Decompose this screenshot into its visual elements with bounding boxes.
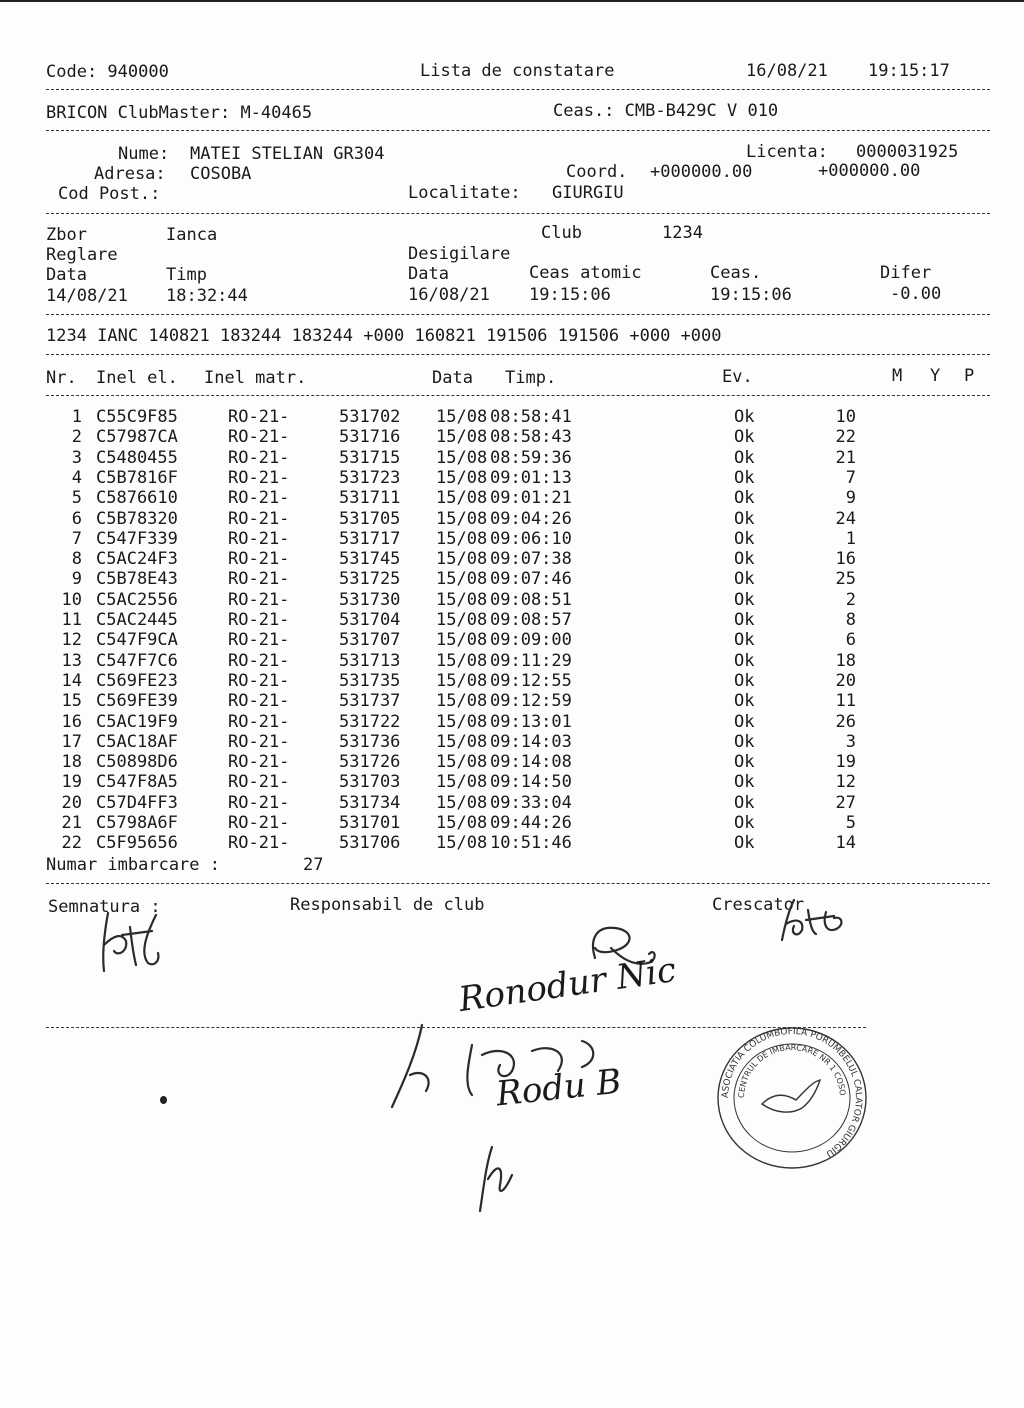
divider [46,314,990,315]
row-time: 09:08:51 [490,590,572,610]
divider [46,354,990,355]
row-position: 24 [835,509,856,529]
row-inel-matr: 531706 [339,833,401,853]
row-position: 21 [835,448,856,468]
data2-label: Data [408,264,449,284]
row-inel-el: C5B78E43 [96,569,178,589]
divider [46,89,990,90]
row-inel-matr: 531716 [339,427,401,447]
signature-owner [96,905,176,975]
row-ev: Ok [734,691,755,711]
row-inel-el: C569FE39 [96,691,178,711]
row-position: 7 [845,468,856,488]
row-time: 09:14:03 [490,732,572,752]
row-time: 09:08:57 [490,610,572,630]
row-date: 15/08 [436,630,488,650]
row-time: 10:51:46 [490,833,572,853]
row-nr: 8 [71,549,82,569]
row-position: 16 [835,549,856,569]
row-inel-el: C547F9CA [96,630,178,650]
row-prefix: RO-21- [228,630,290,650]
row-ev: Ok [734,569,755,589]
row-prefix: RO-21- [228,752,290,772]
row-inel-el: C569FE23 [96,671,178,691]
col-header-p: P [964,366,975,386]
row-inel-el: C547F8A5 [96,772,178,792]
row-inel-el: C5798A6F [96,813,178,833]
col-header-y: Y [930,366,941,386]
signature-crescator [772,890,862,950]
row-inel-matr: 531730 [339,590,401,610]
row-prefix: RO-21- [228,813,290,833]
row-date: 15/08 [436,427,488,447]
row-inel-matr: 531725 [339,569,401,589]
row-prefix: RO-21- [228,488,290,508]
row-inel-matr: 531701 [339,813,401,833]
row-prefix: RO-21- [228,732,290,752]
signature-initials [470,1135,530,1215]
row-ev: Ok [734,488,755,508]
desigilare-date: 16/08/21 [408,285,490,305]
locality-label: Localitate: [408,183,521,203]
row-position: 26 [835,712,856,732]
reglare-time: 18:32:44 [166,286,248,306]
row-inel-el: C5F95656 [96,833,178,853]
row-inel-el: C5AC19F9 [96,712,178,732]
row-nr: 18 [61,752,82,772]
row-ev: Ok [734,448,755,468]
row-inel-el: C547F7C6 [96,651,178,671]
row-prefix: RO-21- [228,610,290,630]
col-header-inel-el: Inel el. [96,368,178,388]
row-nr: 20 [61,793,82,813]
row-position: 3 [845,732,856,752]
crescator-label: Crescator [712,895,805,915]
row-date: 15/08 [436,732,488,752]
row-time: 09:06:10 [490,529,572,549]
club-value: 1234 [662,223,703,243]
divider [46,395,990,396]
col-header-inel-matr: Inel matr. [204,368,307,388]
row-inel-el: C5AC18AF [96,732,178,752]
row-prefix: RO-21- [228,448,290,468]
row-prefix: RO-21- [228,427,290,447]
row-time: 09:01:21 [490,488,572,508]
row-inel-matr: 531722 [339,712,401,732]
row-nr: 2 [71,427,82,447]
row-date: 15/08 [436,407,488,427]
row-ev: Ok [734,732,755,752]
licence-number: 0000031925 [856,142,959,162]
responsabil-label: Responsabil de club [290,895,485,915]
ceas-label: Ceas. [710,263,762,283]
row-position: 10 [835,407,856,427]
row-date: 15/08 [436,752,488,772]
row-position: 22 [835,427,856,447]
row-prefix: RO-21- [228,793,290,813]
desigilare-clock-time: 19:15:06 [710,285,792,305]
row-time: 09:01:13 [490,468,572,488]
row-position: 8 [845,610,856,630]
divider [46,213,990,214]
difer-label: Difer [880,263,932,283]
row-position: 2 [845,590,856,610]
row-date: 15/08 [436,488,488,508]
row-time: 08:58:41 [490,407,572,427]
row-inel-el: C5B7816F [96,468,178,488]
row-nr: 22 [61,833,82,853]
desigilare-label: Desigilare [408,244,511,264]
row-inel-matr: 531735 [339,671,401,691]
row-nr: 17 [61,732,82,752]
flight-code-line: 1234 IANC 140821 183244 183244 +000 160821 191506 191506 +000 +000 [46,326,722,346]
row-inel-matr: 531703 [339,772,401,792]
row-date: 15/08 [436,610,488,630]
row-ev: Ok [734,772,755,792]
row-date: 15/08 [436,833,488,853]
row-nr: 3 [71,448,82,468]
row-prefix: RO-21- [228,651,290,671]
row-date: 15/08 [436,569,488,589]
row-time: 09:12:59 [490,691,572,711]
reglare-date: 14/08/21 [46,286,128,306]
row-ev: Ok [734,671,755,691]
row-position: 25 [835,569,856,589]
row-inel-el: C57987CA [96,427,178,447]
club-label: Club [541,223,582,243]
row-ev: Ok [734,509,755,529]
row-prefix: RO-21- [228,529,290,549]
row-nr: 19 [61,772,82,792]
row-position: 27 [835,793,856,813]
row-prefix: RO-21- [228,772,290,792]
row-inel-matr: 531713 [339,651,401,671]
col-header-data: Data [432,368,473,388]
row-inel-el: C5876610 [96,488,178,508]
row-time: 09:13:01 [490,712,572,732]
row-nr: 16 [61,712,82,732]
row-date: 15/08 [436,691,488,711]
desigilare-atomic-time: 19:15:06 [529,285,611,305]
row-ev: Ok [734,793,755,813]
row-prefix: RO-21- [228,468,290,488]
row-ev: Ok [734,651,755,671]
coord-x: +000000.00 [650,162,753,182]
club-stamp [709,1015,872,1174]
row-position: 12 [835,772,856,792]
row-inel-matr: 531717 [339,529,401,549]
row-time: 09:33:04 [490,793,572,813]
row-time: 09:11:29 [490,651,572,671]
row-nr: 13 [61,651,82,671]
clubmaster-id: BRICON ClubMaster: M-40465 [46,103,313,123]
row-nr: 21 [61,813,82,833]
row-date: 15/08 [436,793,488,813]
zbor-value: Ianca [166,225,218,245]
divider [46,883,990,884]
row-inel-matr: 531726 [339,752,401,772]
row-nr: 9 [71,569,82,589]
row-nr: 11 [61,610,82,630]
stamp-inner-text: CENTRUL DE IMBARCARE NR 1 COSOBA [709,1015,848,1099]
row-date: 15/08 [436,529,488,549]
clock-id: Ceas.: CMB-B429C V 010 [553,101,779,121]
row-time: 09:04:26 [490,509,572,529]
row-prefix: RO-21- [228,549,290,569]
row-ev: Ok [734,610,755,630]
name-label: Nume: [118,144,170,164]
print-time: 19:15:17 [868,61,950,81]
row-date: 15/08 [436,712,488,732]
row-inel-matr: 531704 [339,610,401,630]
row-prefix: RO-21- [228,407,290,427]
coord-label: Coord. [566,162,628,182]
row-inel-el: C5AC2556 [96,590,178,610]
numar-imbarcare-value: 27 [303,855,324,875]
row-inel-el: C5AC2445 [96,610,178,630]
reglare-label: Reglare [46,245,118,265]
row-nr: 7 [71,529,82,549]
ink-dot [160,1096,167,1104]
postcode-label: Cod Post.: [58,184,161,204]
row-prefix: RO-21- [228,691,290,711]
zbor-label: Zbor [46,225,87,245]
row-inel-matr: 531707 [339,630,401,650]
row-date: 15/08 [436,509,488,529]
row-prefix: RO-21- [228,509,290,529]
document-title: Lista de constatare [420,61,615,81]
row-inel-matr: 531734 [339,793,401,813]
row-inel-el: C5B78320 [96,509,178,529]
row-position: 11 [835,691,856,711]
row-date: 15/08 [436,468,488,488]
row-position: 14 [835,833,856,853]
numar-imbarcare-label: Numar imbarcare : [46,855,220,875]
address-value: COSOBA [190,164,252,184]
row-nr: 15 [61,691,82,711]
row-ev: Ok [734,529,755,549]
row-time: 09:12:55 [490,671,572,691]
locality-value: GIURGIU [552,183,624,203]
col-header-timp: Timp. [505,368,557,388]
row-date: 15/08 [436,671,488,691]
signature-text-1: Ronodur Nic [456,949,679,1021]
signature-text-2: Rodu B [494,1061,624,1115]
row-inel-el: C50898D6 [96,752,178,772]
row-prefix: RO-21- [228,671,290,691]
row-inel-matr: 531711 [339,488,401,508]
row-nr: 10 [61,590,82,610]
row-prefix: RO-21- [228,712,290,732]
row-time: 09:09:00 [490,630,572,650]
row-inel-matr: 531715 [339,448,401,468]
dove-icon [762,1080,820,1112]
data-label: Data [46,265,87,285]
row-prefix: RO-21- [228,569,290,589]
row-ev: Ok [734,590,755,610]
row-prefix: RO-21- [228,590,290,610]
row-date: 15/08 [436,590,488,610]
owner-name: MATEI STELIAN GR304 [190,144,385,164]
row-date: 15/08 [436,772,488,792]
row-inel-matr: 531702 [339,407,401,427]
ceas-atomic-label: Ceas atomic [529,263,642,283]
row-inel-matr: 531745 [339,549,401,569]
row-time: 09:14:50 [490,772,572,792]
col-header-ev: Ev. [722,367,753,387]
row-date: 15/08 [436,448,488,468]
row-inel-el: C5AC24F3 [96,549,178,569]
row-position: 9 [845,488,856,508]
stamp-outer-text: ASOCIATIA COLUMBOFILA PORUMBELUL CALATOR GIURGIU [720,1026,864,1159]
row-inel-matr: 531737 [339,691,401,711]
difference-value: -0.00 [890,284,942,304]
row-position: 6 [845,630,856,650]
row-inel-el: C57D4FF3 [96,793,178,813]
semnatura-label: Semnatura : [48,897,161,917]
row-inel-el: C55C9F85 [96,407,178,427]
row-ev: Ok [734,813,755,833]
row-nr: 12 [61,630,82,650]
row-ev: Ok [734,712,755,732]
row-prefix: RO-21- [228,833,290,853]
row-ev: Ok [734,468,755,488]
row-position: 20 [835,671,856,691]
col-header-m: M [892,366,903,386]
row-position: 1 [845,529,856,549]
row-nr: 6 [71,509,82,529]
row-time: 09:14:08 [490,752,572,772]
row-inel-matr: 531723 [339,468,401,488]
row-date: 15/08 [436,549,488,569]
row-nr: 1 [71,407,82,427]
coord-y: +000000.00 [818,161,921,181]
scan-edge [0,0,1024,2]
row-inel-matr: 531736 [339,732,401,752]
row-nr: 4 [71,468,82,488]
row-inel-matr: 531705 [339,509,401,529]
row-time: 09:07:38 [490,549,572,569]
row-date: 15/08 [436,813,488,833]
licence-label: Licenta: [746,142,828,162]
row-time: 08:58:43 [490,427,572,447]
row-position: 19 [835,752,856,772]
row-position: 18 [835,651,856,671]
timp-label: Timp [166,265,207,285]
row-ev: Ok [734,549,755,569]
row-ev: Ok [734,407,755,427]
row-time: 09:44:26 [490,813,572,833]
row-inel-el: C5480455 [96,448,178,468]
print-date: 16/08/21 [746,61,828,81]
row-position: 5 [845,813,856,833]
row-ev: Ok [734,752,755,772]
code-label: Code: 940000 [46,62,169,82]
row-time: 09:07:46 [490,569,572,589]
row-inel-el: C547F339 [96,529,178,549]
address-label: Adresa: [94,164,166,184]
row-ev: Ok [734,427,755,447]
row-ev: Ok [734,833,755,853]
divider [46,130,990,131]
row-date: 15/08 [436,651,488,671]
row-nr: 14 [61,671,82,691]
row-nr: 5 [71,488,82,508]
col-header-nr: Nr. [46,368,77,388]
row-ev: Ok [734,630,755,650]
row-time: 08:59:36 [490,448,572,468]
